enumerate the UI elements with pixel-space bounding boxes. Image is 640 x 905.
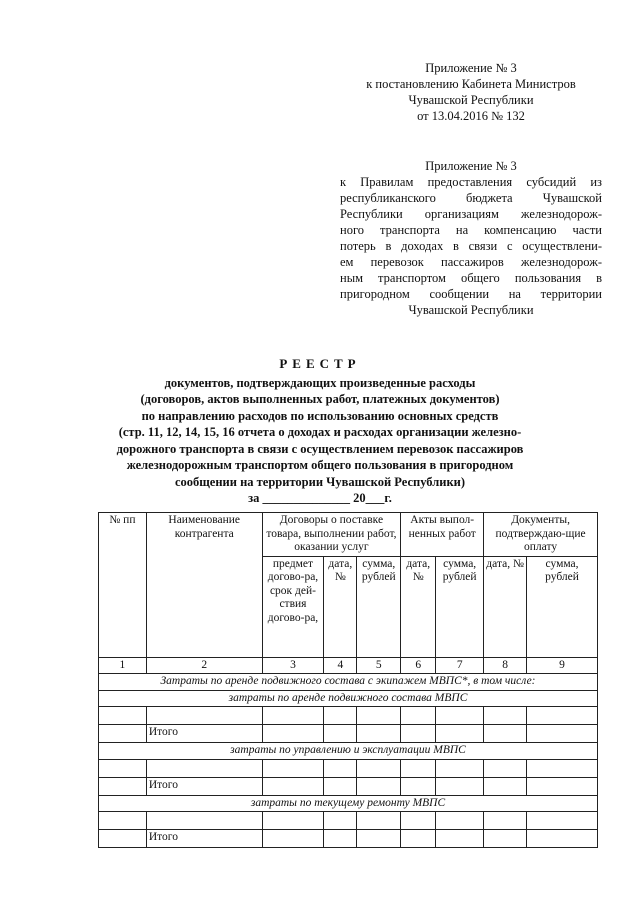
- subsection-row: [99, 795, 598, 812]
- register-subtitle-line: документов, подтверждающих произведенные расходы: [164, 375, 476, 390]
- total-label: Итого: [146, 777, 262, 795]
- appendix-rules-line: ем перевозок пассажиров железнодорож-: [340, 255, 602, 269]
- register-heading: РЕЕСТР: [279, 356, 361, 371]
- appendix-date-number: от 13.04.2016 № 132: [417, 109, 525, 123]
- header-subject: предмет догово-ра, срок дей-ствия догово-ра,: [262, 556, 324, 657]
- appendix-rules-line: ным транспортом общего пользования в: [340, 271, 602, 285]
- appendix-rules-line: к Правилам предоставления субсидий из: [340, 175, 602, 189]
- appendix-rules-header: [340, 158, 602, 318]
- subsection-row: [99, 690, 598, 707]
- table-row: [99, 812, 598, 830]
- header-contractor: Наименование контрагента: [146, 513, 262, 658]
- register-subtitle-line: сообщении на территории Чувашской Республики): [174, 474, 466, 489]
- header-sum: сумма, рублей: [357, 556, 401, 657]
- column-number: 7: [436, 657, 484, 674]
- total-row: [99, 725, 598, 743]
- header-date-no: дата, №: [324, 556, 357, 657]
- register-subtitle-line: (стр. 11, 12, 14, 15, 16 отчета о доходах и расходах организации железно-: [118, 425, 522, 439]
- header-acts: Акты выпол-ненных работ: [401, 513, 484, 557]
- table-header-row: [99, 513, 598, 557]
- appendix-rules-line: Чувашской Республики: [408, 303, 534, 317]
- main-section-row: [99, 674, 598, 691]
- header-date-no: дата, №: [484, 556, 527, 657]
- subsection-title: затраты по текущему ремонту МВПС: [99, 795, 598, 812]
- appendix-rules-title: Приложение № 3: [425, 159, 517, 173]
- appendix-rules-line: потерь в доходах в связи с осуществлени-: [340, 239, 602, 253]
- register-subtitle-line: дорожного транспорта в связи с осуществлением перевозок пассажиров: [116, 441, 524, 456]
- register-subtitle-line: по направлению расходов по использованию основных средств: [141, 408, 499, 423]
- appendix-rules-line: Республики организациям железнодорож-: [340, 207, 602, 221]
- header-sum: сумма, рублей: [527, 556, 598, 657]
- register-subtitle-line: железнодорожным транспортом общего пользования в пригородном: [126, 458, 514, 472]
- appendix-title: Приложение № 3: [425, 61, 517, 75]
- header-sum: сумма, рублей: [436, 556, 484, 657]
- header-num: № пп: [99, 513, 147, 658]
- total-row: [99, 777, 598, 795]
- appendix-rules-line: ного транспорта на компенсацию части: [340, 223, 602, 237]
- column-number: 4: [324, 657, 357, 674]
- register-subtitle-line: (договоров, актов выполненных работ, платежных документов): [140, 392, 500, 406]
- table-row: [99, 759, 598, 777]
- header-payments: Документы, подтверждаю-щие оплату: [484, 513, 598, 557]
- register-table: [98, 512, 598, 848]
- register-period-line: за ______________ 20___г.: [248, 491, 392, 505]
- subsection-row: [99, 743, 598, 760]
- total-row: [99, 830, 598, 848]
- total-label: Итого: [146, 830, 262, 848]
- column-number: 6: [401, 657, 436, 674]
- header-date-no: дата, №: [401, 556, 436, 657]
- register-title-block: [100, 356, 540, 507]
- column-number-row: [99, 657, 598, 674]
- subsection-title: затраты по аренде подвижного состава МВПС: [99, 690, 598, 707]
- column-number: 9: [527, 657, 598, 674]
- header-contracts: Договоры о поставке товара, выполнении работ, оказании услуг: [262, 513, 401, 557]
- total-label: Итого: [146, 725, 262, 743]
- appendix-line: к постановлению Кабинета Министров: [366, 77, 576, 91]
- column-number: 8: [484, 657, 527, 674]
- column-number: 3: [262, 657, 324, 674]
- main-section-title: Затраты по аренде подвижного состава с экипажем МВПС*, в том числе:: [99, 674, 598, 691]
- subsection-title: затраты по управлению и эксплуатации МВПС: [99, 743, 598, 760]
- appendix-rules-line: пригородном сообщении на территории: [340, 287, 602, 301]
- column-number: 5: [357, 657, 401, 674]
- appendix-line: Чувашской Республики: [408, 93, 534, 107]
- appendix-rules-line: республиканского бюджета Чувашской: [340, 191, 602, 205]
- column-number: 1: [99, 657, 147, 674]
- appendix-resolution-header: [336, 60, 606, 124]
- table-row: [99, 707, 598, 725]
- column-number: 2: [146, 657, 262, 674]
